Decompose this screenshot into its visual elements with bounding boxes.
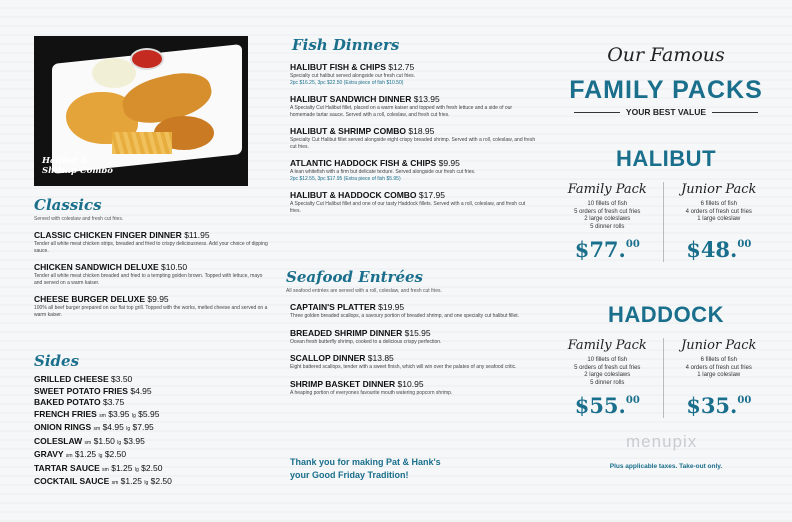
item-title: [290, 379, 536, 389]
item-title: [290, 126, 536, 136]
price-dollars: $48.: [686, 237, 738, 262]
menu-item: [286, 379, 536, 397]
item-title: [290, 94, 536, 104]
item-description: A heaping portion of everyones favourite mouth watering popcorn shrimp.: [290, 389, 453, 396]
menupix-watermark: menupix: [626, 432, 698, 451]
side-price-large: $2.50: [150, 476, 172, 486]
item-title: [290, 302, 536, 312]
item-price: $10.95: [397, 378, 424, 389]
side-name: COCKTAIL SAUCE: [34, 476, 110, 486]
pack-price: [552, 237, 663, 262]
pack-name: Family Pack: [567, 338, 647, 353]
item-price: $9.95: [438, 158, 460, 168]
item-description: Tender all white meat chicken breaded and fried to a tempting golden brown. Topped with lettuce, mayo and served on a warm kaiser.: [34, 273, 263, 286]
item-description: Tender all white meat chicken strips, breaded and fried to crispy deliciousness. Add your choice of dipping sauce.: [34, 241, 268, 254]
seafood-title: Seafood Entrées: [286, 268, 423, 286]
size-label-small: sm: [99, 412, 106, 419]
size-label-small: sm: [93, 426, 101, 432]
pack-line: 1 large coleslaw: [697, 216, 741, 222]
side-price-small: $1.25: [120, 476, 142, 486]
side-price-large: $5.95: [138, 408, 160, 419]
side-price-small: $1.25: [74, 449, 97, 459]
item-price: $19.95: [378, 302, 405, 312]
menu-item: [286, 158, 536, 182]
side-price-small: $3.95: [108, 408, 130, 419]
item-name: CLASSIC CHICKEN FINGER DINNER: [34, 230, 182, 240]
sides-title: Sides: [34, 352, 80, 370]
pack-line: 10 fillets of fish: [587, 201, 628, 207]
side-name: SWEET POTATO FRIES: [34, 385, 128, 396]
item-extra-pricing: 2pc $12.55, 3pc $17.95 (Extra piece of fish $5.95): [290, 175, 401, 182]
fish-dinners-section: [286, 36, 536, 214]
menu-item: [286, 328, 536, 346]
side-name: ONION RINGS: [34, 422, 92, 432]
best-value-subtitle: [540, 107, 792, 117]
size-label-large: lg: [144, 480, 149, 486]
item-description: Specialty cut halibut served alongside our fresh cut fries.: [290, 73, 416, 79]
size-label-small: sm: [111, 480, 119, 486]
side-item: [34, 463, 270, 477]
side-price-large: $2.50: [104, 449, 127, 459]
item-title: [34, 262, 270, 272]
pack-card: [663, 182, 775, 262]
size-label-small: sm: [102, 466, 109, 473]
item-description: 100% all beef burger prepared on our flat top grill. Topped with the works, melted cheese and served on a warm kaiser.: [34, 305, 268, 318]
side-item: [34, 374, 270, 386]
item-description: A Specialty Cut Halibut fillet and one of our tasty Haddock fillets. Served with a roll, coleslaw, and fresh cut fries.: [290, 201, 526, 214]
item-title: [290, 328, 536, 338]
item-name: HALIBUT FISH & CHIPS: [290, 62, 386, 72]
pack-line: 5 dinner rolls: [590, 223, 625, 230]
pack-name: Junior Pack: [681, 182, 757, 197]
item-description: Ocean fresh butterfly shrimp, cooked to a delicious crispy perfection.: [290, 338, 442, 345]
menu-item: [286, 190, 536, 214]
item-title: [290, 353, 536, 363]
side-item: [34, 386, 270, 398]
item-description: Specialty Cut Halibut fillet served alongside eight crispy breaded shrimp. Served with a roll, coleslaw, and fresh cut fries.: [290, 137, 536, 150]
pack-line: 4 orders of fresh cut fries: [685, 208, 752, 215]
side-item: [34, 409, 270, 423]
item-title: [290, 158, 536, 168]
item-name: BREADED SHRIMP DINNER: [290, 327, 403, 338]
side-item: [34, 476, 270, 490]
menu-item: [34, 262, 270, 286]
item-title: [34, 294, 270, 304]
menu-item: [286, 126, 536, 150]
pack-contents: [664, 357, 775, 389]
halibut-packs: [552, 182, 774, 262]
middle-column: [286, 0, 536, 522]
taxes-note: Plus applicable taxes. Take-out only.: [609, 463, 723, 470]
size-label-large: lg: [98, 453, 103, 459]
classics-title: Classics: [34, 196, 102, 214]
sides-section: [34, 352, 270, 490]
side-item: [34, 397, 270, 409]
left-column: [34, 0, 270, 522]
price-cents: 00: [625, 395, 640, 406]
item-name: HALIBUT & HADDOCK COMBO: [290, 190, 417, 200]
item-title: [290, 190, 536, 200]
price-dollars: $55.: [574, 393, 626, 418]
item-description: A lean whitefish with a firm but delicate texture. Served alongside our fresh cut fries.: [290, 169, 476, 175]
menu-item: [286, 94, 536, 118]
pack-name: Family Pack: [567, 182, 647, 197]
side-price: $4.95: [130, 385, 152, 396]
item-extra-pricing: 2pc $16.25, 3pc $22.50 (Extra piece of fish $10.50): [290, 79, 404, 86]
side-price: $3.75: [102, 397, 125, 407]
pack-card: [552, 338, 663, 418]
right-column: [540, 0, 792, 522]
item-description: Three golden breaded scallops, a savoury portion of breaded shrimp, and one specialty cut halibut fillet.: [290, 313, 520, 319]
side-name: GRILLED CHEESE: [34, 374, 109, 384]
side-price-small: $1.50: [93, 435, 115, 446]
item-name: CAPTAIN'S PLATTER: [290, 302, 376, 312]
side-price-small: $4.95: [102, 422, 124, 432]
classics-section: [34, 196, 270, 318]
halibut-title: HALIBUT: [615, 146, 717, 171]
pack-line: 5 orders of fresh cut fries: [574, 208, 641, 215]
menu-item: [286, 353, 536, 371]
pack-line: 5 orders of fresh cut fries: [574, 364, 641, 371]
menu-item: [286, 302, 536, 320]
pack-contents: [552, 201, 663, 233]
pack-line: 6 fillets of fish: [700, 201, 737, 207]
seafood-section: [286, 268, 536, 396]
size-label-large: lg: [126, 426, 131, 432]
item-name: CHICKEN SANDWICH DELUXE: [34, 262, 159, 272]
item-title: [290, 62, 536, 72]
price-cents: 00: [737, 395, 752, 406]
seafood-note: All seafood entrées are served with a roll, coleslaw, and fresh cut fries.: [286, 288, 442, 294]
side-name: TARTAR SAUCE: [34, 462, 100, 473]
food-photo: [34, 36, 248, 186]
menu-item: [286, 62, 536, 86]
family-packs-title: FAMILY PACKS: [569, 76, 763, 104]
pack-line: 5 dinner rolls: [590, 379, 625, 386]
price-cents: 00: [737, 239, 752, 250]
side-name: BAKED POTATO: [34, 397, 101, 407]
item-description: Eight battered scallops, tender with a sweet finish, which will win over the palates of any seafood critic.: [290, 364, 517, 370]
item-name: CHEESE BURGER DELUXE: [34, 294, 145, 304]
our-famous-heading: Our Famous: [607, 44, 725, 66]
pack-name: Junior Pack: [681, 338, 757, 353]
side-item: [34, 436, 270, 450]
side-price: $3.50: [111, 374, 133, 384]
item-price: $9.95: [147, 294, 169, 304]
item-price: $13.95: [413, 94, 440, 104]
item-price: $17.95: [418, 190, 445, 200]
fish-dinners-title: Fish Dinners: [292, 36, 400, 54]
thanks-message: Thank you for making Pat & Hank's your Good Friday Tradition!: [290, 457, 441, 480]
price-cents: 00: [625, 239, 640, 250]
pack-price: [664, 393, 775, 418]
side-name: GRAVY: [34, 449, 64, 459]
pack-line: 1 large coleslaw: [697, 372, 741, 378]
pack-line: 2 large coleslaws: [584, 372, 631, 378]
best-value-text: YOUR BEST VALUE: [625, 107, 707, 117]
haddock-title: HADDOCK: [608, 302, 724, 327]
item-price: $18.95: [408, 126, 435, 136]
size-label-large: lg: [117, 439, 122, 446]
classics-note: Served with coleslaw and fresh cut fries.: [34, 216, 124, 222]
side-item: [34, 422, 270, 436]
pack-contents: [664, 201, 775, 233]
side-price-large: $7.95: [132, 422, 154, 432]
coleslaw-shape: [92, 58, 136, 88]
pack-line: 4 orders of fresh cut fries: [685, 364, 752, 371]
item-price: $11.95: [184, 230, 210, 240]
photo-caption: Halibut & Shrimp Combo: [42, 156, 113, 176]
side-name: FRENCH FRIES: [34, 408, 97, 419]
price-dollars: $77.: [574, 237, 626, 262]
pack-contents: [552, 357, 663, 389]
size-label-small: sm: [84, 439, 92, 446]
size-label-small: sm: [65, 453, 73, 459]
item-title: [34, 230, 270, 240]
pack-card: [552, 182, 663, 262]
side-price-large: $3.95: [123, 435, 145, 446]
item-description: A Specialty Cut Halibut fillet, placed on a warm kaiser and topped with fresh lettuce and a side of our homemade tartar sauce. Served with a roll, coleslaw, and fresh cut fries.: [290, 105, 513, 118]
item-price: $12.75: [388, 62, 415, 72]
pack-line: 2 large coleslaws: [584, 216, 631, 222]
menu-item: [34, 230, 270, 254]
item-price: $15.95: [404, 327, 431, 338]
side-name: COLESLAW: [34, 435, 83, 446]
haddock-packs: [552, 338, 774, 418]
item-name: SCALLOP DINNER: [290, 353, 366, 363]
item-name: HALIBUT & SHRIMP COMBO: [290, 126, 407, 136]
sauce-cup: [130, 48, 164, 70]
menu-item: [34, 294, 270, 318]
price-dollars: $35.: [686, 393, 738, 418]
side-price-large: $2.50: [141, 462, 163, 473]
size-label-large: lg: [131, 412, 136, 419]
fries-shape: [112, 132, 172, 154]
pack-price: [552, 393, 663, 418]
item-name: ATLANTIC HADDOCK FISH & CHIPS: [290, 158, 437, 168]
pack-line: 10 fillets of fish: [587, 357, 628, 363]
pack-line: 6 fillets of fish: [700, 357, 737, 363]
size-label-large: lg: [134, 466, 139, 473]
pack-price: [664, 237, 775, 262]
pack-card: [663, 338, 775, 418]
side-price-small: $1.25: [111, 462, 133, 473]
item-name: SHRIMP BASKET DINNER: [290, 378, 396, 389]
item-name: HALIBUT SANDWICH DINNER: [290, 94, 412, 104]
side-item: [34, 449, 270, 463]
item-price: $13.85: [367, 353, 394, 363]
item-price: $10.50: [161, 262, 188, 272]
